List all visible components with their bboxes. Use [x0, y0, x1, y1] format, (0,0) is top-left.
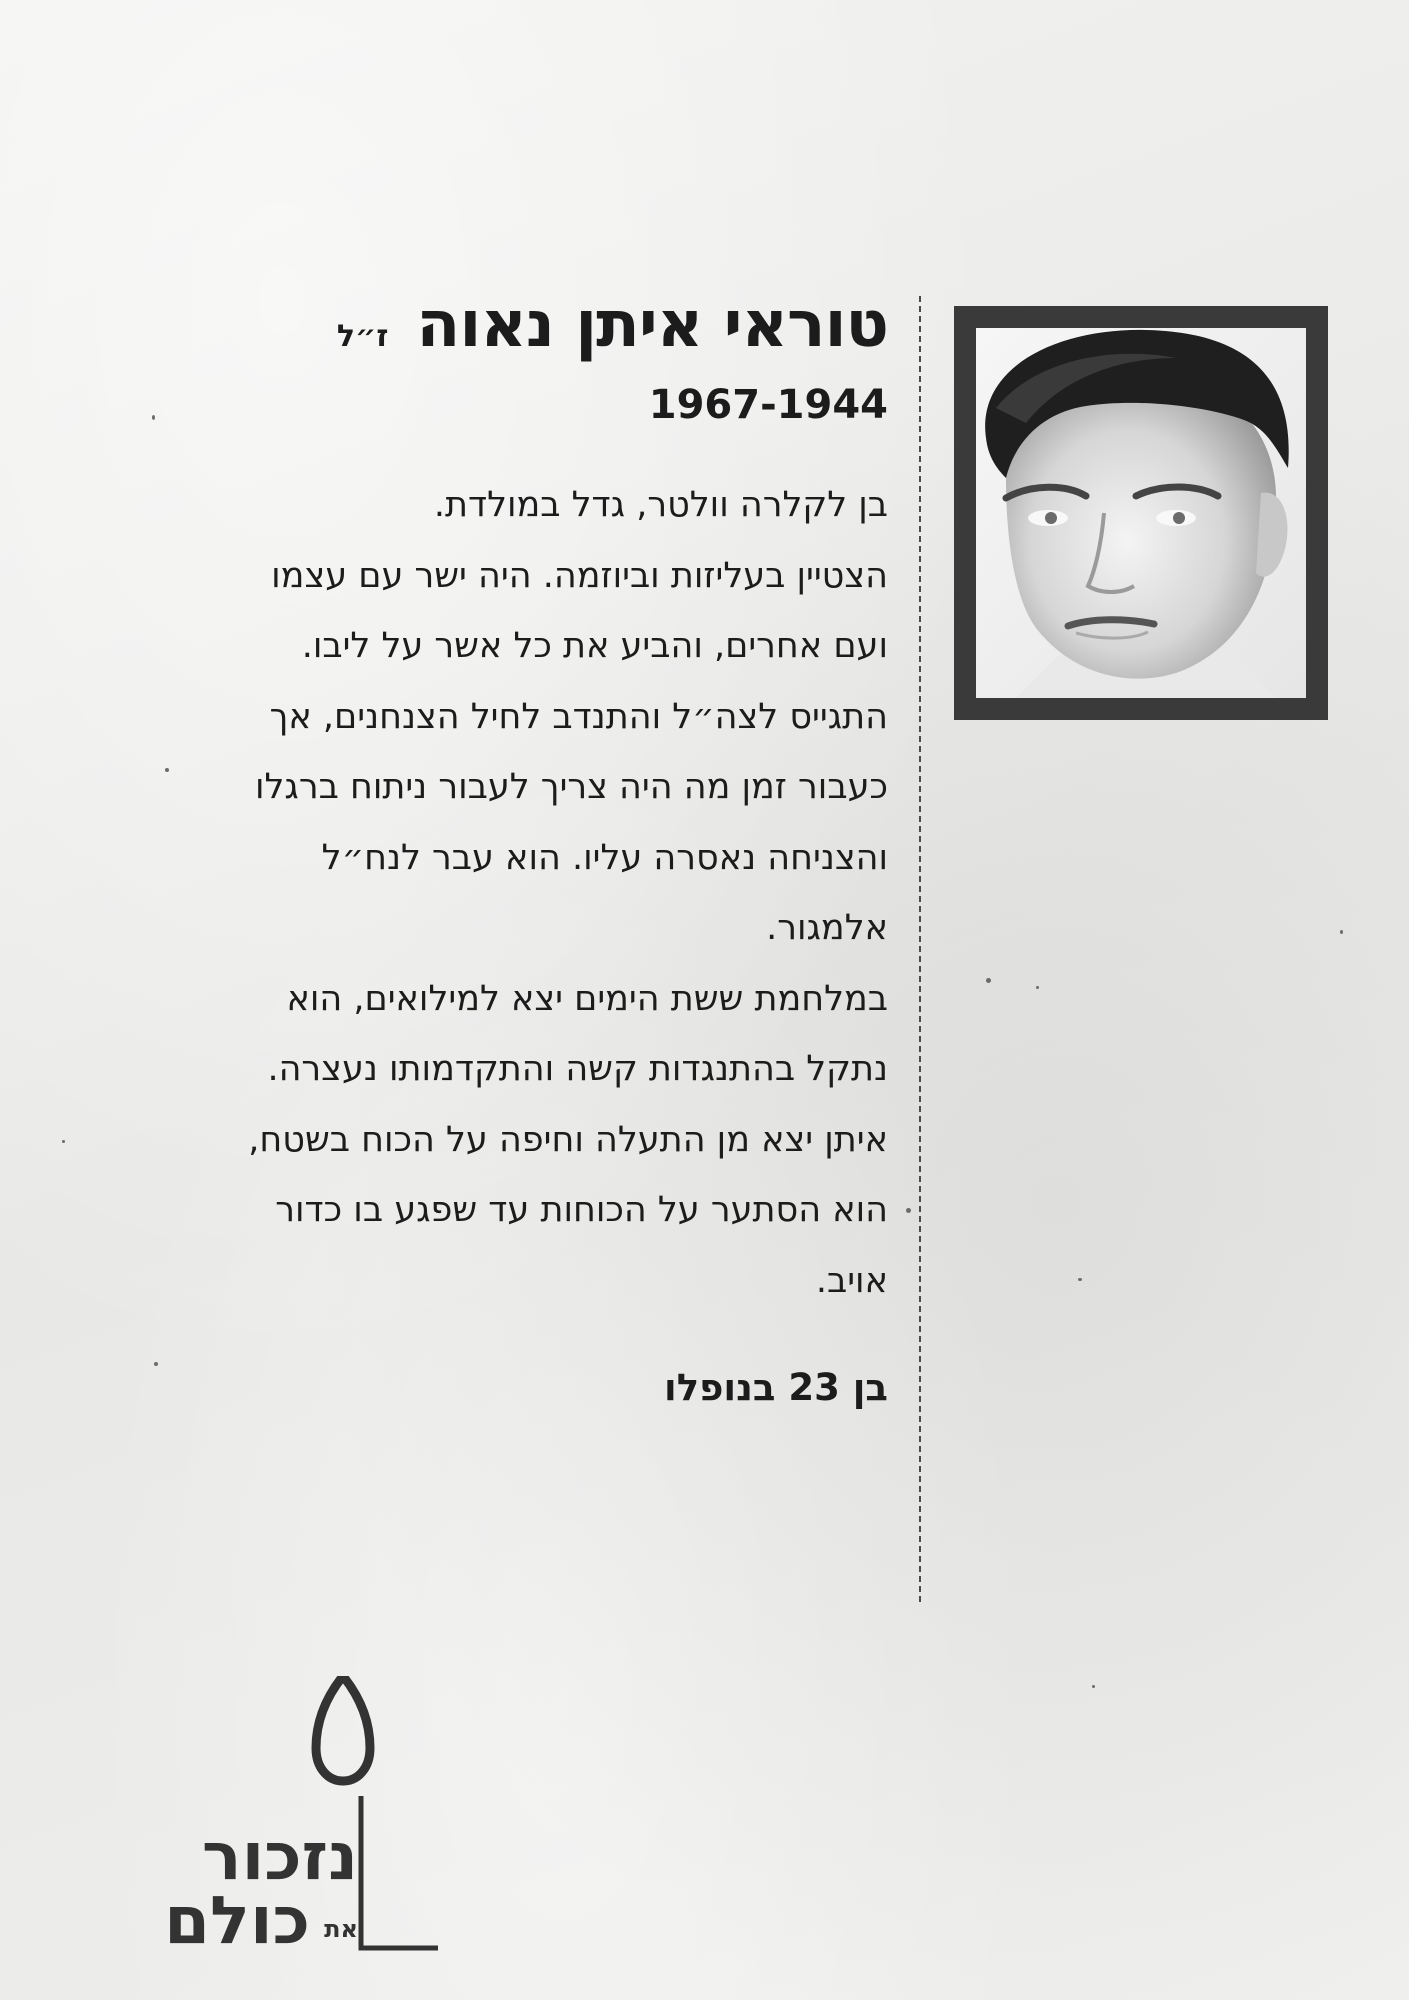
paper-speck [1092, 1685, 1095, 1688]
soldier-name: טוראי איתן נאוה [416, 288, 888, 362]
bio-line: והצניחה נאסרה עליו. הוא עבר לנח״ל [321, 837, 888, 878]
paper-speck [986, 978, 991, 983]
bio-line: התגייס לצה״ל והתנדב לחיל הצנחנים, אך [269, 696, 888, 737]
life-years: 1967-1944 [648, 382, 888, 429]
bio-line: ועם אחרים, והביע את כל אשר על ליבו. [301, 626, 888, 667]
paper-speck [1340, 930, 1343, 934]
dashed-divider [919, 296, 921, 1602]
age-at-death: בן 23 בנופלו [664, 1366, 888, 1410]
paper-speck [1036, 986, 1039, 989]
portrait-photo [976, 328, 1306, 698]
bio-line: במלחמת ששת הימים יצא למילואים, הוא [286, 978, 888, 1019]
portrait-frame [954, 306, 1328, 720]
portrait-illustration [976, 328, 1306, 698]
paper-speck [62, 1140, 65, 1143]
bio-line: נתקל בהתנגדות קשה והתקדמותו נעצרה. [267, 1049, 888, 1090]
title-row [150, 290, 888, 360]
biography [150, 470, 888, 1316]
memorial-text [150, 290, 888, 1409]
paper-speck [1078, 1278, 1082, 1281]
bio-line: אלמגור. [766, 908, 888, 949]
logo-small-word: את [324, 1915, 358, 1943]
logo-line-1: נזכור [201, 1818, 358, 1895]
honorific: ז״ל [336, 319, 389, 354]
nizkor-et-kulam-logo [118, 1676, 458, 1966]
bio-line: איתן יצא מן התעלה וחיפה על הכוח בשטח, [248, 1119, 888, 1160]
bio-line: בן לקלרה וולטר, גדל במולדת. [433, 485, 888, 526]
bio-line: כעבור זמן מה היה צריך לעבור ניתוח ברגלו [254, 767, 888, 808]
bio-line: הוא הסתער על הכוחות עד שפגע בו כדור [275, 1190, 888, 1231]
bio-line: אויב. [815, 1260, 888, 1301]
paper-speck [906, 1208, 911, 1213]
bio-line: הצטיין בעליזות וביוזמה. היה ישר עם עצמו [271, 555, 888, 596]
logo-line-2: כולם [164, 1882, 310, 1959]
